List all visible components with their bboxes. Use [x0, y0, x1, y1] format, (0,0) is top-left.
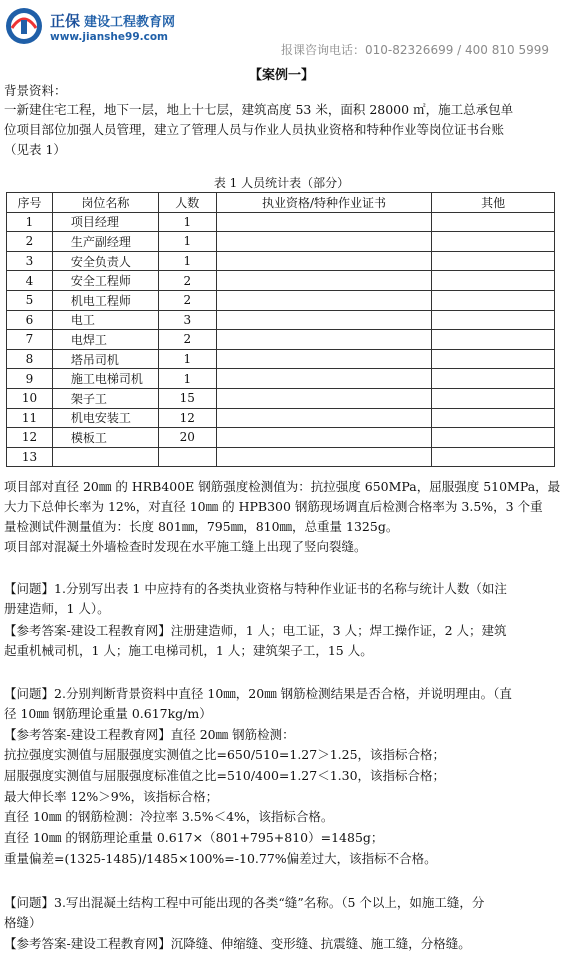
table-cell: 12: [158, 408, 216, 428]
table-cell: [432, 212, 555, 232]
table-cell: 1: [158, 369, 216, 389]
table-cell: [216, 212, 432, 232]
table-row: [7, 271, 555, 291]
question-1-line: 【问题】1.分别写出表 1 中应持有的各类执业资格与特种作业证书的名称与统计人数（如注: [4, 581, 507, 596]
answer-2-line: 【参考答案-建设工程教育网】直径 20㎜ 钢筋检测：: [4, 727, 295, 742]
table-cell: [432, 251, 555, 271]
question-3-line: 格缝）: [4, 915, 42, 930]
table-header-row: [7, 193, 555, 213]
table-cell: 施工电梯司机: [52, 369, 158, 389]
column-header: 其他: [432, 193, 555, 213]
table-cell: 12: [7, 428, 53, 448]
table-cell: [432, 447, 555, 467]
question-3-line: 【问题】3.写出混凝土结构工程中可能出现的各类“缝”名称。（5 个以上，如施工缝，分: [4, 895, 485, 910]
table-cell: [216, 369, 432, 389]
table-cell: [216, 271, 432, 291]
table-cell: [432, 232, 555, 252]
table-cell: 1: [158, 232, 216, 252]
table-cell: [432, 310, 555, 330]
table-row: [7, 330, 555, 350]
table-cell: [432, 408, 555, 428]
table-cell: [216, 428, 432, 448]
table-cell: 8: [7, 349, 53, 369]
table-cell: 安全工程师: [52, 271, 158, 291]
answer-2-line: 重量偏差=(1325-1485)/1485×100%=-10.77%偏差过大，该指标不合格。: [4, 851, 437, 866]
table-cell: [158, 447, 216, 467]
table-cell: [216, 349, 432, 369]
table-cell: 项目经理: [52, 212, 158, 232]
table-cell: 模板工: [52, 428, 158, 448]
table-cell: 15: [158, 388, 216, 408]
table-row: [7, 408, 555, 428]
table-cell: 6: [7, 310, 53, 330]
table-cell: 11: [7, 408, 53, 428]
answer-2-line: 最大伸长率 12%＞9%，该指标合格；: [4, 789, 219, 804]
table-row: [7, 369, 555, 389]
table-row: [7, 310, 555, 330]
table-cell: 13: [7, 447, 53, 467]
question-2-line: 径 10㎜ 钢筋理论重量 0.617kg/m）: [4, 706, 212, 721]
table-cell: 安全负责人: [52, 251, 158, 271]
brand-text: 建设工程教育网: [84, 15, 176, 30]
answer-1-line: 【参考答案-建设工程教育网】注册建造师，1 人；电工证，3 人；焊工操作证，2 人；建筑: [4, 623, 507, 638]
table-cell: 1: [158, 251, 216, 271]
table-cell: 塔吊司机: [52, 349, 158, 369]
table-cell: 1: [7, 212, 53, 232]
table-row: [7, 447, 555, 467]
column-header: 执业资格/特种作业证书: [216, 193, 432, 213]
answer-2-line: 抗拉强度实测值与屈服强度实测值之比=650/510=1.27＞1.25，该指标合格；: [4, 747, 446, 762]
table-row: [7, 428, 555, 448]
column-header: 人数: [158, 193, 216, 213]
table-cell: 电焊工: [52, 330, 158, 350]
brand-url[interactable]: www.jianshe99.com: [50, 31, 169, 43]
table-cell: [216, 447, 432, 467]
fact-line: 项目部对混凝土外墙检查时发现在水平施工缝上出现了竖向裂缝。: [4, 539, 367, 554]
answer-2-line: 直径 10㎜ 的钢筋检测：冷拉率 3.5%＜4%，该指标合格。: [4, 809, 334, 824]
answer-1-line: 起重机械司机，1 人；施工电梯司机，1 人；建筑架子工，15 人。: [4, 643, 373, 658]
zhengbao-logo-icon: [4, 6, 44, 46]
table-cell: [432, 388, 555, 408]
column-header: 岗位名称: [52, 193, 158, 213]
table-cell: [432, 330, 555, 350]
background-line: （见表 1）: [4, 142, 66, 157]
table-cell: 2: [158, 330, 216, 350]
table-cell: 机电安装工: [52, 408, 158, 428]
case-title: 【案例一】: [248, 68, 314, 83]
answer-2-line: 直径 10㎜ 的钢筋理论重量 0.617×（801+795+810）=1485g；: [4, 830, 384, 845]
table-cell: 3: [158, 310, 216, 330]
hotline-text: 报课咨询电话：010-82326699 / 400 810 5999: [281, 43, 549, 57]
table-cell: [216, 330, 432, 350]
table-cell: 电工: [52, 310, 158, 330]
table-cell: [432, 428, 555, 448]
table-cell: [216, 408, 432, 428]
fact-line: 项目部对直径 20㎜ 的 HRB400E 钢筋强度检测值为：抗拉强度 650MPa，屈服强度 510MPa，最: [4, 479, 561, 494]
table-cell: 2: [7, 232, 53, 252]
table-cell: 2: [158, 290, 216, 310]
table-cell: 4: [7, 271, 53, 291]
column-header: 序号: [7, 193, 53, 213]
question-1-line: 册建造师，1 人）。: [4, 601, 110, 616]
background-heading: 背景资料：: [4, 83, 67, 98]
table-cell: [216, 388, 432, 408]
answer-3-line: 【参考答案-建设工程教育网】沉降缝、伸缩缝、变形缝、抗震缝、施工缝，分格缝。: [4, 936, 471, 951]
table-cell: [216, 310, 432, 330]
table-cell: 2: [158, 271, 216, 291]
table-caption: 表 1 人员统计表（部分）: [213, 176, 350, 190]
table-row: [7, 232, 555, 252]
table-row: [7, 388, 555, 408]
table-cell: 20: [158, 428, 216, 448]
table-cell: 生产副经理: [52, 232, 158, 252]
table-cell: 9: [7, 369, 53, 389]
table-cell: 架子工: [52, 388, 158, 408]
table-cell: 1: [158, 212, 216, 232]
table-cell: [216, 251, 432, 271]
table-cell: [52, 447, 158, 467]
answer-2-line: 屈服强度实测值与屈服强度标准值之比=510/400=1.27＜1.30，该指标合格；: [4, 768, 446, 783]
table-row: [7, 349, 555, 369]
table-cell: [432, 271, 555, 291]
question-2-line: 【问题】2.分别判断背景资料中直径 10㎜，20㎜ 钢筋检测结果是否合格，并说明理由。（直: [4, 686, 512, 701]
table-cell: [432, 349, 555, 369]
table-row: [7, 290, 555, 310]
table-row: [7, 251, 555, 271]
page-header: [0, 0, 563, 62]
brand-zb: 正保: [50, 12, 81, 30]
table-row: [7, 212, 555, 232]
table-body: [7, 212, 555, 467]
table-cell: [432, 290, 555, 310]
table-cell: [216, 232, 432, 252]
table-cell: 机电工程师: [52, 290, 158, 310]
table-cell: 5: [7, 290, 53, 310]
table-cell: 3: [7, 251, 53, 271]
fact-line: 大力下总伸长率为 12%，对直径 10㎜ 的 HPB300 钢筋现场调直后检测合格率为 3.5%，3 个重: [4, 499, 543, 514]
background-line: 一新建住宅工程，地下一层，地上十七层，建筑高度 53 米，面积 28000 ㎡，施工总承包单: [4, 102, 514, 117]
brand-name: [50, 10, 175, 31]
staff-table: [6, 192, 555, 467]
fact-line: 量检测试件测量值为：长度 801㎜，795㎜，810㎜，总重量 1325g。: [4, 519, 399, 534]
table-cell: 1: [158, 349, 216, 369]
table-cell: 7: [7, 330, 53, 350]
table-cell: [432, 369, 555, 389]
background-line: 位项目部位加强人员管理，建立了管理人员与作业人员执业资格和特种作业等岗位证书台账: [4, 122, 505, 137]
table-cell: [216, 290, 432, 310]
table-cell: 10: [7, 388, 53, 408]
